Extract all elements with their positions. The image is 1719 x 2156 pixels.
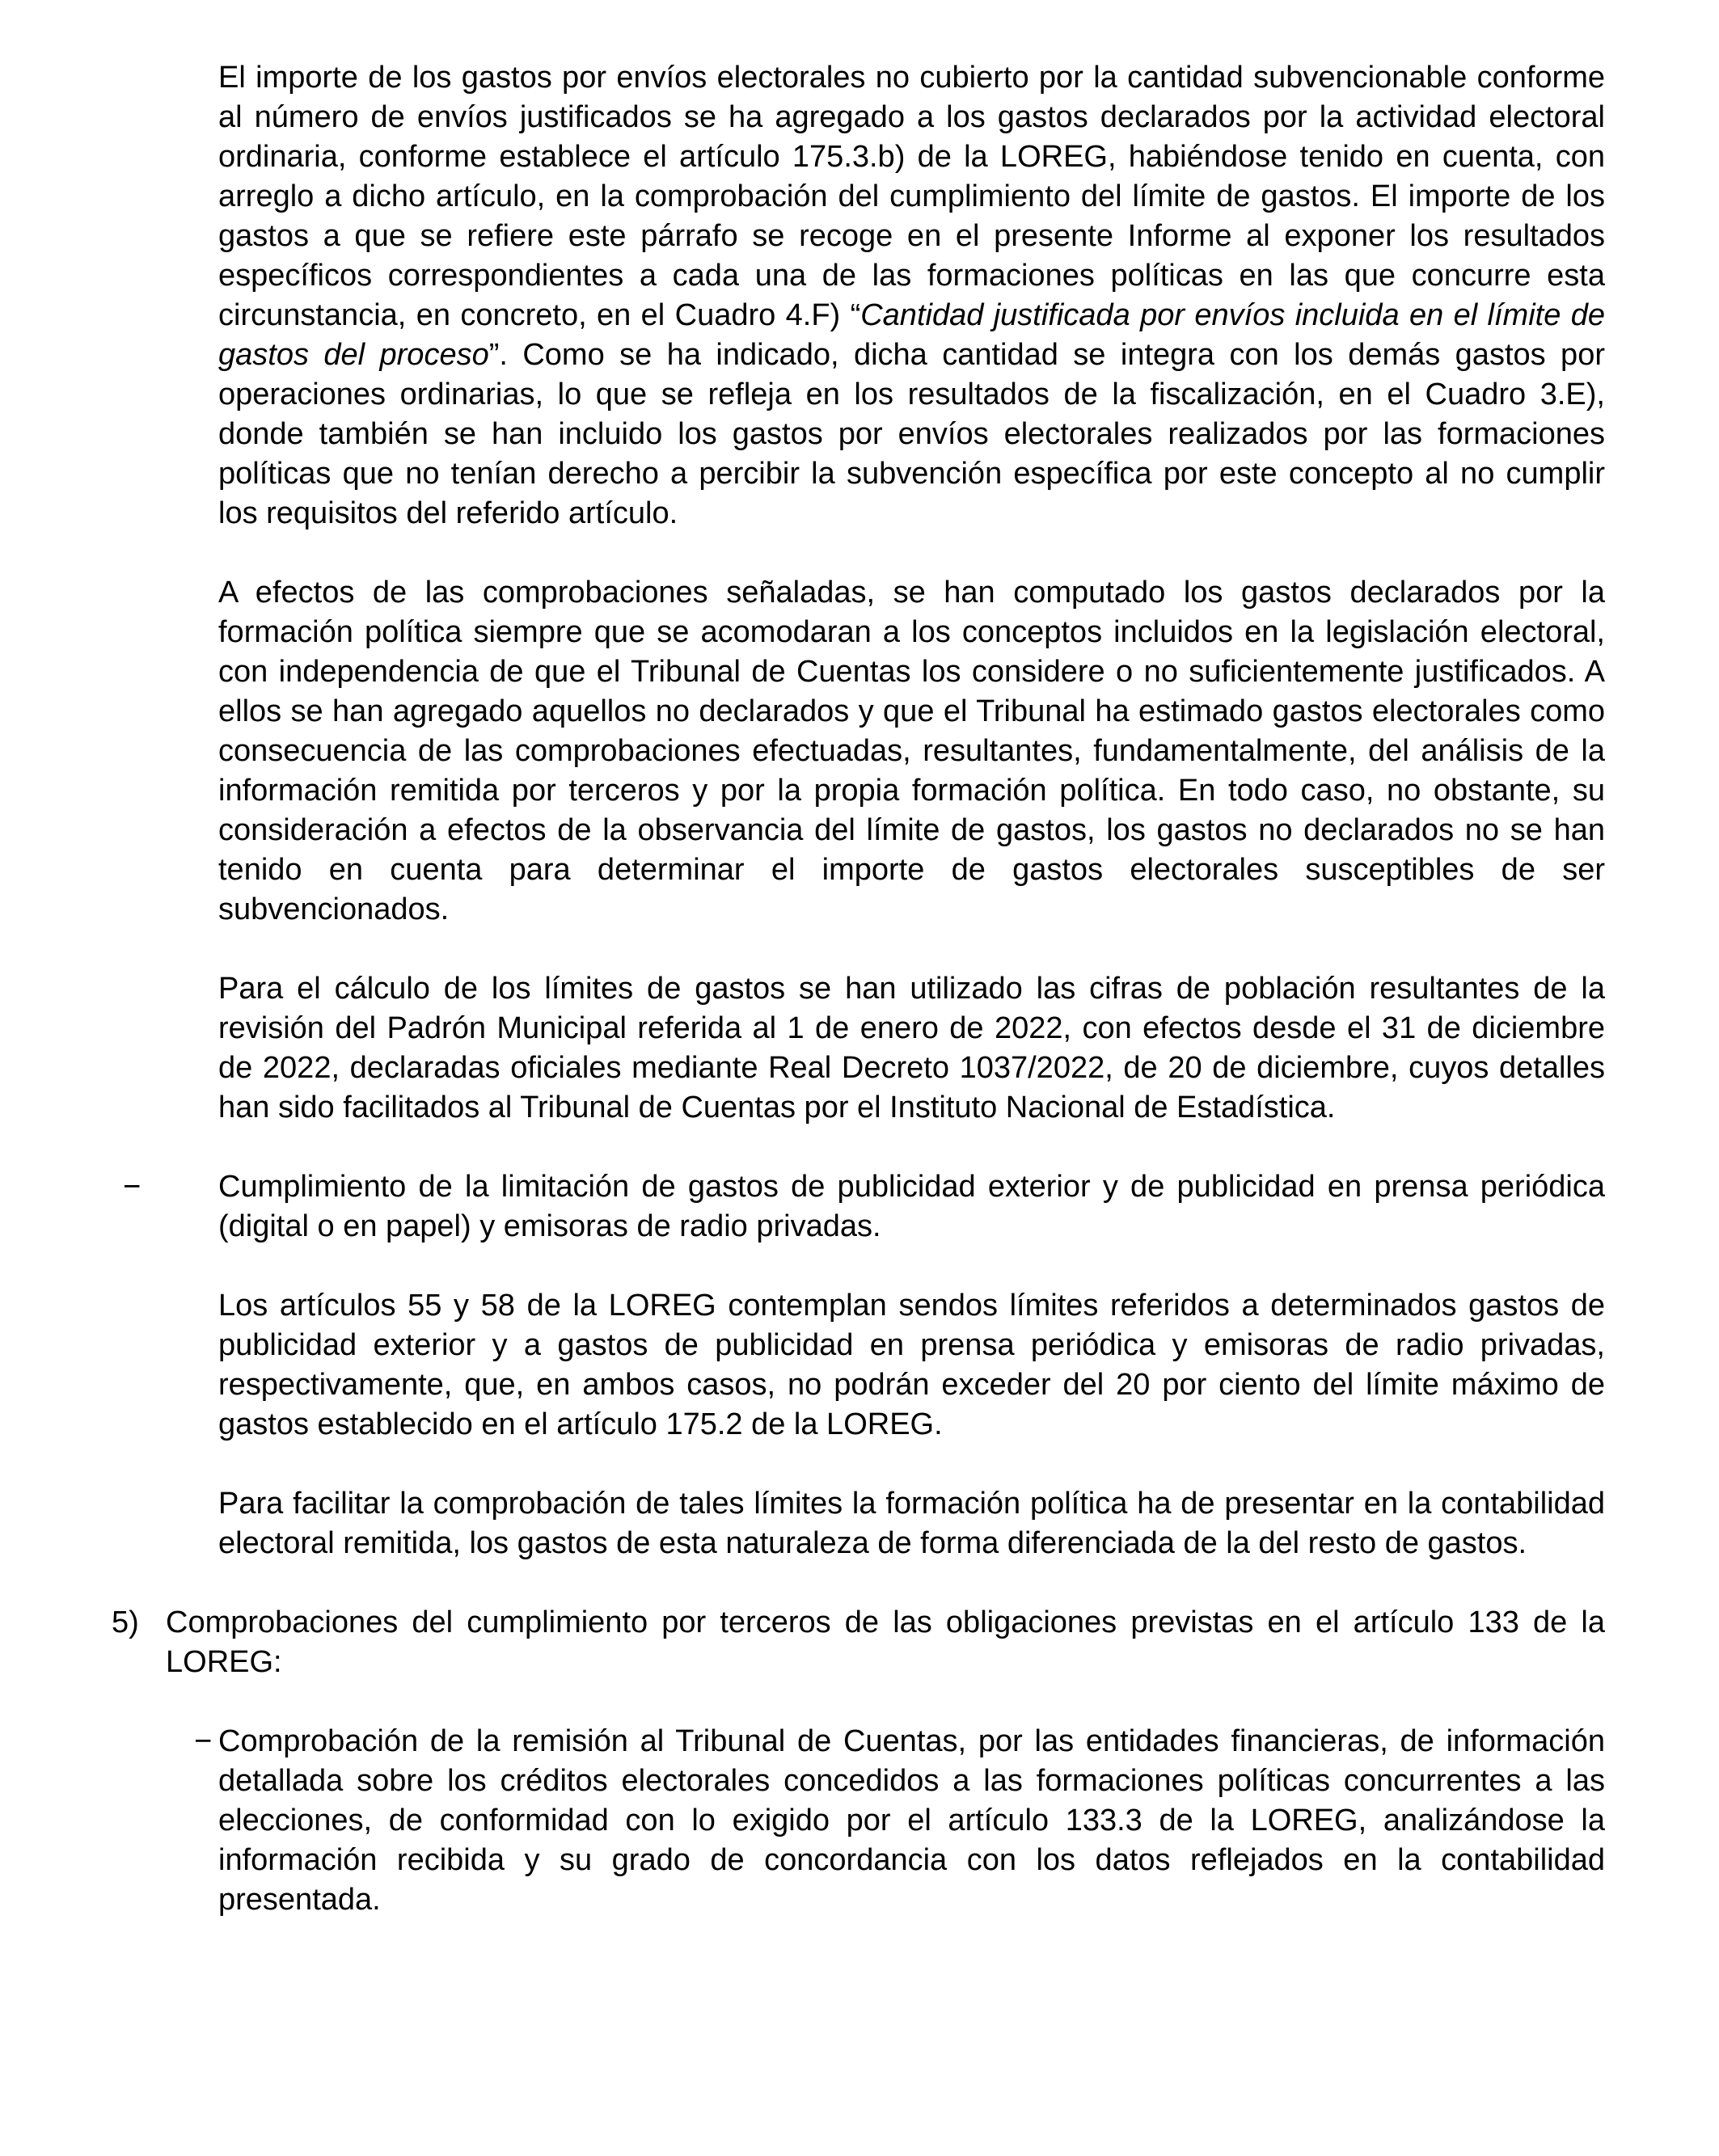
paragraph-facilitar-comprobacion: Para facilitar la comprobación de tales límites la formación política ha de presentar en la contabilidad electoral remitida, los gastos de esta naturaleza de forma diferenciada de la del resto de gastos. xyxy=(218,1487,1605,1560)
paragraph-calculo-limites-poblacion: Para el cálculo de los límites de gastos se han utilizado las cifras de población resultantes de la revisión del Padrón Municipal referida al 1 de enero de 2022, con efectos desde el 31 de diciembre de 2022, declaradas oficiales mediante Real Decreto 1037/2022, de 20 de diciembre, cuyos detalles han sido facilitados al Tribunal de Cuentas por el Instituto Nacional de Estadística. xyxy=(218,972,1605,1124)
paragraph-articulos-55-58: Los artículos 55 y 58 de la LOREG contemplan sendos límites referidos a determinados gastos de publicidad exterior y a gastos de publicidad en prensa periódica y emisoras de radio privadas, respectivamente, que, en ambos casos, no podrán exceder del 20 por ciento del límite máximo de gastos establecido en el artículo 175.2 de la LOREG. xyxy=(218,1289,1605,1441)
bullet-item-publicidad-exterior xyxy=(112,1167,1605,1247)
italic-quote-cuadro-4f: Cantidad justificada por envíos incluida en el límite de gastos del proceso xyxy=(218,298,1605,372)
numbered-item-5-comprobaciones-terceros xyxy=(112,1603,1605,1682)
paragraph-text: ”. Como se ha indicado, dicha cantidad se integra con los demás gastos por operaciones ordinarias, lo que se refleja en los resultados de la fiscalización, en el Cuadro 3.E), donde también se han incluido los gastos por envíos electorales realizados por las formaciones políticas que no tenían derecho a percibir la subvención específica por este concepto al no cumplir los requisitos del referido artículo. xyxy=(218,338,1605,530)
bullet-item-text: Comprobación de la remisión al Tribunal de Cuentas, por las entidades financieras, de información detallada sobre los créditos electorales concedidos a las formaciones políticas concurrentes a las elecciones, de conformidad con lo exigido por el artículo 133.3 de la LOREG, analizándose la información recibida y su grado de concordancia con los datos reflejados en la contabilidad presentada. xyxy=(218,1724,1605,1917)
bullet-item-text: Cumplimiento de la limitación de gastos de publicidad exterior y de publicidad en prensa periódica (digital o en papel) y emisoras de radio privadas. xyxy=(218,1170,1605,1243)
list-number-marker: 5) xyxy=(112,1605,139,1639)
paragraph-text: El importe de los gastos por envíos electorales no cubierto por la cantidad subvencionable conforme al número de envíos justificados se ha agregado a los gastos declarados por la actividad electoral ordinaria, conforme establece el artículo 175.3.b) de la LOREG, habiéndose tenido en cuenta, con arreglo a dicho artículo, en la comprobación del cumplimiento del límite de gastos. El importe de los gastos a que se refiere este párrafo se recoge en el presente Informe al exponer los resultados específicos correspondientes a cada una de las formaciones políticas en las que concurre esta circunstancia, en concreto, en el Cuadro 4.F) “ xyxy=(218,61,1605,332)
dash-bullet-marker: − xyxy=(123,1170,141,1204)
dash-bullet-marker: − xyxy=(194,1724,213,1758)
numbered-item-text: Comprobaciones del cumplimiento por terceros de las obligaciones previstas en el artículo 133 de la LOREG: xyxy=(166,1605,1605,1679)
paragraph-comprobaciones-senaladas: A efectos de las comprobaciones señaladas, se han computado los gastos declarados por la formación política siempre que se acomodaran a los conceptos incluidos en la legislación electoral, con independencia de que el Tribunal de Cuentas los considere o no suficientemente justificados. A ellos se han agregado aquellos no declarados y que el Tribunal ha estimado gastos electorales como consecuencia de las comprobaciones efectuadas, resultantes, fundamentalmente, del análisis de la información remitida por terceros y por la propia formación política. En todo caso, no obstante, su consideración a efectos de la observancia del límite de gastos, los gastos no declarados no se han tenido en cuenta para determinar el importe de gastos electorales susceptibles de ser subvencionados. xyxy=(218,576,1605,926)
bullet-item-remision-entidades-financieras xyxy=(112,1722,1605,1920)
paragraph-envios-subvencionables xyxy=(218,58,1605,534)
